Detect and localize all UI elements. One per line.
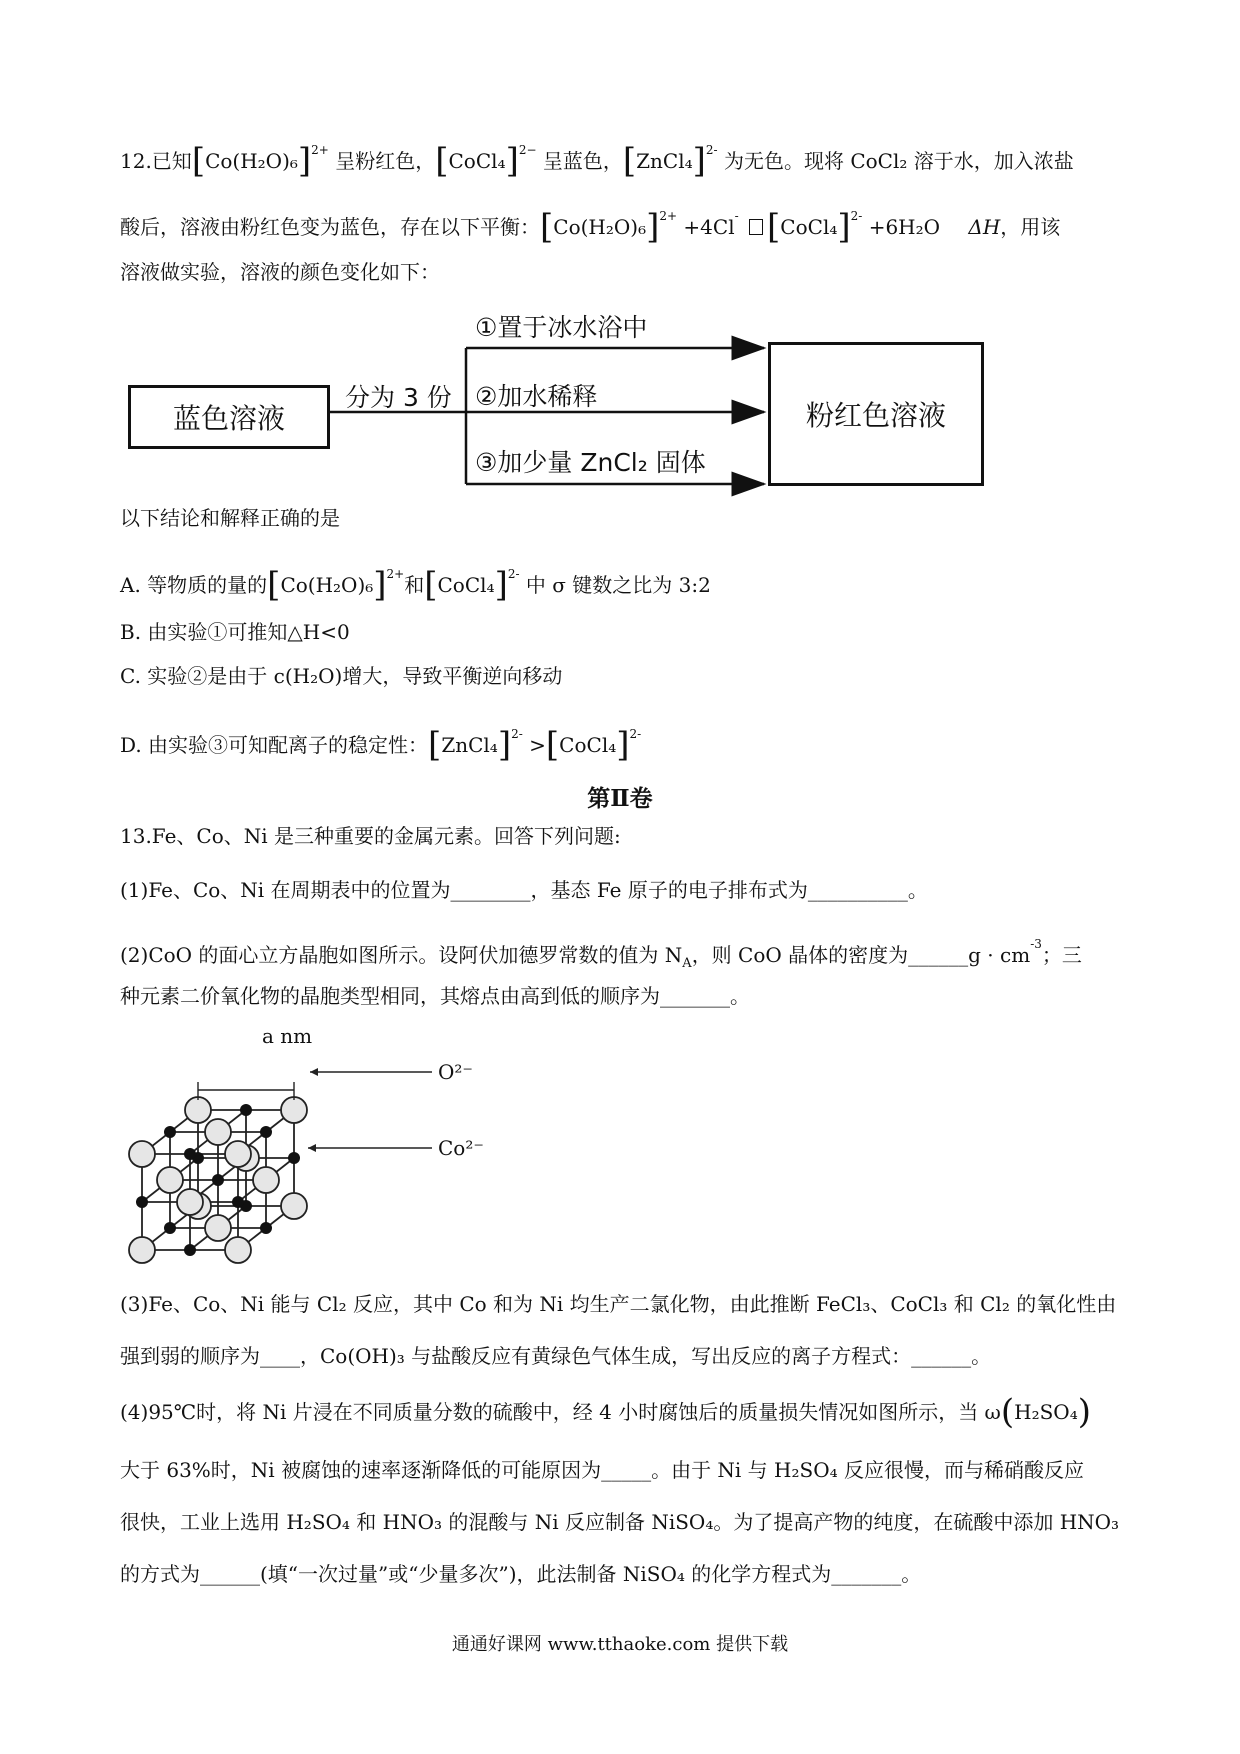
ion-pink: Co(H₂O)₆ (205, 149, 298, 173)
oxygen-ion (185, 1097, 211, 1123)
flow-diagram (0, 0, 1240, 520)
q13-part-2-line-1: (2)CoO 的面心立方晶胞如图所示。设阿伏加德罗常数的值为 $N_A$，则 CoO 晶体的密度为______g · $cm^{-3}$；三 (120, 937, 1082, 971)
oxygen-ion (205, 1215, 231, 1241)
section-title: 第Ⅱ卷 (587, 785, 653, 812)
step-2-label: ②加水稀释 (475, 382, 598, 411)
oxygen-ion (253, 1167, 279, 1193)
oxygen-ion (225, 1237, 251, 1263)
oxygen-pointer-arrow (310, 1068, 318, 1076)
cobalt-ion (260, 1126, 272, 1138)
oxygen-ion (281, 1097, 307, 1123)
cobalt-ion (184, 1244, 196, 1256)
option-b: B. 由实验①可推知△H<0 (120, 620, 350, 644)
q12-line-3: 溶液做实验，溶液的颜色变化如下： (120, 260, 440, 284)
ion-zn: ZnCl₄ (636, 149, 693, 173)
oxygen-ion (225, 1141, 251, 1167)
oxygen-ion-label: O²⁻ (438, 1060, 473, 1084)
q12-line-2: 酸后，溶液由粉红色变为蓝色，存在以下平衡：$[Co(H_2O)_6]^{2+} +4Cl^-$ [CoCl₄]$^{2-}$ +6H₂O ΔH，用该 (120, 207, 1061, 247)
oxygen-ion (205, 1119, 231, 1145)
cobalt-ion (232, 1196, 244, 1208)
q13-part-4-line-4: 的方式为______(填“一次过量”或“少量多次”)，此法制备 NiSO₄ 的化学方程式为_______。 (120, 1562, 922, 1586)
cobalt-pointer-arrow (308, 1144, 316, 1152)
cobalt-ion-label: Co²⁻ (438, 1136, 484, 1160)
pink-solution-box: 粉红色溶液 (768, 342, 984, 486)
oxygen-ion (177, 1189, 203, 1215)
cobalt-ion (288, 1152, 300, 1164)
step-1-label: ①置于冰水浴中 (475, 313, 648, 342)
cobalt-ion (136, 1196, 148, 1208)
cobalt-ion (164, 1222, 176, 1234)
q12-line-1: 12.已知$[Co(H_2O)_6]^{2+}$ 呈粉红色，[CoCl₄]$^{2-}$ 呈蓝色，[ZnCl₄]$^{2-}$ 为无色。现将 CoCl₂ 溶于水，加入浓盐 (120, 141, 1074, 181)
cobalt-ion (260, 1222, 272, 1234)
edge-length-label: a nm (262, 1024, 313, 1048)
q13-part-4-line-3: 很快，工业上选用 H₂SO₄ 和 HNO₃ 的混酸与 Ni 反应制备 NiSO₄。为了提高产物的纯度，在硫酸中添加 HNO₃ (120, 1510, 1120, 1534)
cobalt-ion (164, 1126, 176, 1138)
oxygen-ion (157, 1167, 183, 1193)
cobalt-ion (240, 1104, 252, 1116)
cobalt-ion (184, 1148, 196, 1160)
option-c: C. 实验②是由于 c(H₂O)增大，导致平衡逆向移动 (120, 664, 563, 688)
footer: 通通好课网 www.tthaoke.com 提供下载 (451, 1634, 789, 1655)
q13-intro: 13.Fe、Co、Ni 是三种重要的金属元素。回答下列问题: (120, 824, 621, 848)
q13-part-1: (1)Fe、Co、Ni 在周期表中的位置为________，基态 Fe 原子的电子排布式为__________。 (120, 878, 928, 902)
option-a: A. 等物质的量的$[Co(H_2O)_6]^{2+}$和[CoCl₄]$^{2-}$ 中 σ 键数之比为 3:2 (120, 565, 711, 605)
q13-part-4-line-1: (4)95℃时，将 Ni 片浸在不同质量分数的硫酸中，经 4 小时腐蚀后的质量损失情况如图所示，当 ω(H₂SO₄) (120, 1392, 1091, 1432)
ion-blue: CoCl₄ (448, 149, 506, 173)
q13-part-3-line-2: 强到弱的顺序为____，Co(OH)₃ 与盐酸反应有黄绿色气体生成，写出反应的离子方程式：______。 (120, 1344, 992, 1368)
option-d: D. 由实验③可知配离子的稳定性：[ZnCl₄]$^{2-}$ >[CoCl₄]$^{2-}$ (120, 725, 642, 765)
q12-stem: 以下结论和解释正确的是 (120, 506, 340, 530)
oxygen-ion (129, 1141, 155, 1167)
q13-part-4-line-2: 大于 63%时，Ni 被腐蚀的速率逐渐降低的可能原因为_____。由于 Ni 与 H₂SO₄ 反应很慢，而与稀硝酸反应 (120, 1458, 1084, 1482)
q13-part-3-line-1: (3)Fe、Co、Ni 能与 Cl₂ 反应，其中 Co 和为 Ni 均生产二氯化物，由此推断 FeCl₃、CoCl₃ 和 Cl₂ 的氧化性由 (120, 1292, 1117, 1316)
step-3-label: ③加少量 ZnCl₂ 固体 (475, 448, 706, 477)
oxygen-ion (129, 1237, 155, 1263)
cobalt-ion (212, 1174, 224, 1186)
oxygen-ion (281, 1193, 307, 1219)
q13-part-2-line-2: 种元素二价氧化物的晶胞类型相同，其熔点由高到低的顺序为_______。 (120, 984, 750, 1008)
crystal-lattice-figure (120, 1020, 500, 1270)
blue-solution-box: 蓝色溶液 (128, 385, 330, 449)
split-label: 分为 3 份 (345, 383, 452, 412)
